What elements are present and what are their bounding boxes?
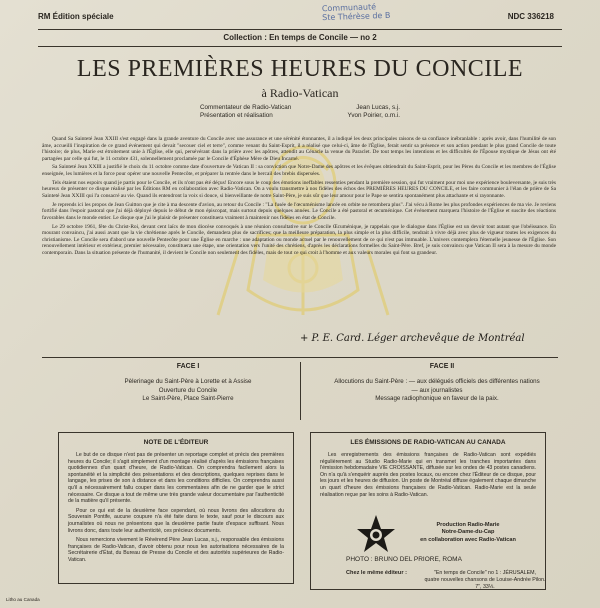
track-item: — aux journalistes bbox=[411, 386, 463, 394]
edition-label: RM Édition spéciale bbox=[38, 12, 114, 21]
catalog-number: NDC 336218 bbox=[507, 12, 554, 21]
face-divider bbox=[300, 362, 301, 420]
credit-name: Jean Lucas, s.j. bbox=[356, 104, 400, 111]
production-line: en collaboration avec Radio-Vatican bbox=[420, 536, 516, 543]
track-item: Allocutions du Saint-Père : — aux délégués officiels des différentes nations bbox=[334, 378, 540, 385]
radio-vatican-box bbox=[310, 432, 546, 590]
track-item: Le Saint-Père, Place Saint-Pierre bbox=[142, 395, 234, 402]
face-2-list bbox=[312, 378, 562, 404]
litho-label: Litho au Canada bbox=[6, 597, 40, 602]
face-1-title: FACE I bbox=[176, 363, 200, 370]
face-1-list bbox=[63, 378, 313, 404]
production-line: Notre-Dame-du-Cap bbox=[441, 529, 495, 536]
collection-rule bbox=[38, 46, 562, 47]
editor-note-paragraph: Le but de ce disque n'est pas de présenter un reportage complet et précis des premières heures du Concile; il s'agit simplement d'un montage réalisé d'après les émissions françaises quotidiennes d'un quart d'heure, de Radio-Vatican. On comprendra facilement alors la spontanéité et la simplicité des présentations et des descriptions, quelques reprises dans le langage, les prises de son à distance et dans les conditions difficiles. On comprendra aussi qu'il a nécessairement fallu couper dans les commentaires afin de ne garder que le strict nécessaire. Ce disque a tout de même une très grande valeur documentaire par l'authenticité de la matière qu'il présente. bbox=[68, 452, 284, 505]
same-publisher-line: quatre nouvelles chansons de Louise-Andrée Pilon. bbox=[424, 576, 546, 583]
handwritten-line-1: Communauté bbox=[321, 2, 377, 14]
same-publisher-label: Chez le même éditeur : bbox=[346, 570, 407, 576]
editor-note-box bbox=[58, 432, 294, 584]
radio-box-title: LES ÉMISSIONS DE RADIO-VATICAN AU CANADA bbox=[350, 439, 506, 446]
album-title: LES PREMIÈRES HEURES DU CONCILE bbox=[76, 56, 524, 82]
middle-rule bbox=[42, 357, 558, 358]
body-paragraph: Tels étaient nos espoirs quand je partis pour le Concile, et ils n'ont pas été déçus! Encore sous le coup des émotions ineffables ressenties pendant la première session, qui fut vraiment pour moi une expérience bouleversante, je suis très heureux de présenter ce disque réalisé par les Éditions RM en collaboration avec Radio-Vatican. On a voulu transmettre à nos fidèles des échos des PREMIÈRES HEURES DU CONCILE, et les faire communier à l'élan de prière de Sa Sainteté Jean XXIII qui l'a consacré au vie. Quand ils entendront la voix si douce, si bienveillante de notre Saint-Père, je suis sûr que leur amour pour le Pape se sentira spontanément plus attachante et si rayonnante. bbox=[42, 179, 556, 199]
production-credit bbox=[393, 522, 543, 544]
credit-row bbox=[200, 104, 400, 112]
body-paragraph: Quand Sa Sainteté Jean XXIII s'est engagé dans la grande aventure du Concile avec une assurance et une sérénité étonnantes, il a indiqué les deux principales raisons de sa confiance inébranlable : après avoir, dans l'humilité de son âme, accueilli l'inspiration de ce grand événement qui devait "secouer ciel et terre", comme venant du Saint-Esprit, il a réalisé que celui-ci, âme de l'Église, ferait sentir sa présence et son action pendant le plus grand Concile de toute l'histoire; de plus, Marie est étroitement unie à l'Église, elle qui, persévérant dans la prière avec les apôtres, attendit au Cénacle la venue du Paraclet. De tout temps les intentions et les difficultés de l'Épouse mystique de Jésus ont été partagées par celle qui fut, le 11 octobre 431, solennellement proclamée par le Concile d'Éphèse Mère de Dieu Incarné. bbox=[42, 136, 556, 162]
track-item: Pèlerinage du Saint-Père à Lorette et à Assise bbox=[124, 378, 252, 385]
body-paragraph: Le 29 octobre 1961, fête du Christ-Roi, devant cent laïcs de mon diocèse convoqués à une réunion consultative sur le Concile Œcuménique, je rappelais que le dialogue dans l'Église est un devoir tout autant que l'obéissance. En mourant convaincu, j'ai aussi avant que la vie chrétienne après le Concile, demandera plus de sacrifices; que la meilleure préparation, la plus simple et la plus difficile, tendrait à vivre déjà avec plus de vigueur toutes les exigences du christianisme. Le Concile sera d'abord une nouvelle Pentecôte pour une Église en marche : une adaptation ou monde actuel par le renouvellement de ce qui n'est pas immuable. L'univers contemplera l'éternelle jeunesse de l'Église. Son renouvellement intérieur et extérieur, premier nécessaire, constituera une étape, une orientation vers l'unité des chrétiens, d'après les déclarations formelles du Saint-Père. Bref, je suis convaincu que Vatican II sera à la mesure du monde contemporain. Dans la situation présente de l'humanité, il devient le Concile non seulement des fidèles, mais de tout ce qui croit à l'homme et aux valeurs morales qui font sa grandeur. bbox=[42, 223, 556, 256]
editor-note-title: NOTE DE L'ÉDITEUR bbox=[143, 439, 209, 446]
credit-name: Yvon Poirier, o.m.i. bbox=[347, 112, 400, 119]
face-2-title: FACE II bbox=[429, 363, 455, 370]
radio-box-paragraph: Les enregistrements des émissions françaises de Radio-Vatican sont expédiés régulièrement au Studio Radio-Marie qui en transmet les tranches importantes dans l'émission hebdomadaire VIE CROISSANTE, diffusée sur les ondes de 43 postes canadiens. On n'a qu'à s'enquérir auprès des postes locaux, ou encore chez l'Éditeur de ce disque, pour les jours et les heures de diffusion. Un poste de Montréal diffuse également chaque dimanche un quart d'heure des émissions françaises de Radio-Vatican. Radio-Marie est la seule réalisation reçue par les soins à Radio-Vatican. bbox=[320, 452, 536, 498]
collection-label: Collection : En temps de Concile — no 2 bbox=[223, 33, 377, 42]
photo-credit: PHOTO : BRUNO DEL PRIORE, ROMA bbox=[346, 556, 462, 563]
cardinal-signature: + P. E. Card. Léger archevêque de Montréal bbox=[300, 333, 525, 344]
body-paragraph: Sa Sainteté Jean XXIII a justifié le choix du 11 octobre comme date d'ouverture de Vatican II : sa conviction que Notre-Dame des apôtres et les évêques obtiendrait du Saint-Esprit, pour les Pères du Concile et les membres de l'Église enseignée, les lumières et la force pour opérer une nouvelle Pentecôte, et préparer la rentrée dans le bercail des brebis dispersées. bbox=[42, 164, 556, 177]
same-publisher-line: 7", 33⅓. bbox=[475, 583, 495, 590]
production-line: Production Radio-Marie bbox=[436, 522, 500, 528]
album-subtitle: à Radio-Vatican bbox=[261, 86, 339, 100]
track-item: Message radiophonique en faveur de la paix. bbox=[375, 395, 499, 402]
credit-row bbox=[200, 112, 400, 120]
credits bbox=[200, 104, 400, 120]
same-publisher-info bbox=[420, 570, 550, 590]
handwritten-line-2: Ste Thérèse de B bbox=[322, 10, 391, 23]
credit-role: Présentation et réalisation bbox=[200, 112, 273, 119]
top-rule bbox=[38, 29, 562, 30]
radio-box-text bbox=[320, 452, 536, 498]
same-publisher-line: "En temps de Concile" no 1 : JÉRUSALEM, bbox=[433, 570, 537, 576]
body-paragraph: Je reprends ici les propos de Jean Guitton que je cite à ma descente d'avion, au retour du Concile : "La fusée de l'œcuménisme lancée en orbite ne retombera plus". J'ai vécu à Rome les plus profondes expériences de ma vie. Je reviens fortifié dans l'espoir pastoral que j'ai déjà déployé depuis le début de mon épiscopat, mais surtout depuis quelques années. Le Concile a été pastoral et œcuménique. Cet événement marquera l'histoire de l'Église et suscite des réactions favorables dans le monde entier. Le disque que j'ai le plaisir de présenter constituera vraiment à maintenir nos fidèles en état de Concile. bbox=[42, 201, 556, 221]
editor-note-paragraph: Nous remercions vivement le Révérend Père Jean Lucas, s.j., responsable des émissions françaises de Radio-Vatican, d'avoir obtenu pour nous les autorisations nécessaires de la Secrétairerie d'État, du Bureau de Presse du Concile et des autorités supérieures de Radio-Vatican. bbox=[68, 537, 284, 563]
radio-marie-star-logo bbox=[356, 514, 396, 554]
handwritten-note bbox=[322, 2, 391, 22]
credit-role: Commentateur de Radio-Vatican bbox=[200, 104, 292, 111]
editor-note-paragraph: Pour ce qui est de la deuxième face cependant, où nous livrons des allocutions du Souverain Pontife, aucune coupure n'a été faite dans le texte, sauf pour le discours aux journalistes où nous ne présentons que la deuxième partie faute d'espace suffisant. Nous livrons donc, dans toute leur authenticité, ces précieux documents. bbox=[68, 507, 284, 534]
track-item: Ouverture du Concile bbox=[158, 386, 218, 394]
presentation-text bbox=[42, 136, 556, 258]
editor-note-text bbox=[68, 452, 284, 564]
